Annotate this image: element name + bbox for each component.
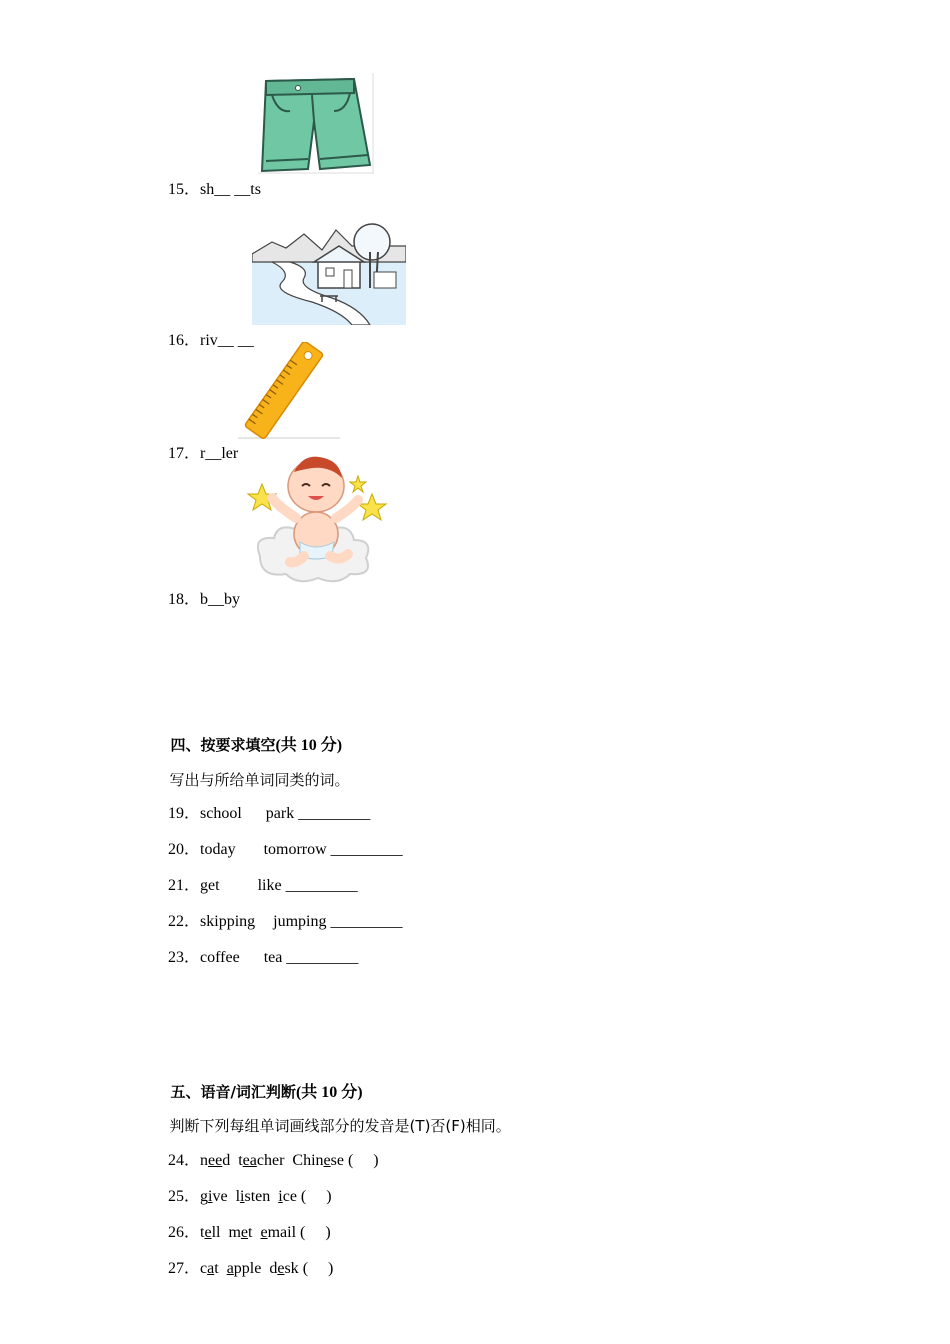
answer-parentheses[interactable]: ( ) (347, 1152, 379, 1169)
given-word-2: jumping (273, 913, 327, 930)
phonics-word: Chinese (292, 1152, 344, 1169)
baby-picture (238, 452, 390, 586)
section4-score: (共 10 分) (275, 737, 343, 754)
item-number: 15． (168, 181, 201, 198)
phonics-item-25 (160, 1167, 332, 1207)
instruction-text: 写出与所给单词同类的词。 (169, 771, 350, 789)
phonics-word: desk (269, 1260, 299, 1277)
ruler-picture (238, 342, 340, 439)
classify-item-22 (160, 892, 402, 932)
given-word-1: coffee (200, 949, 240, 966)
phonics-word: email (260, 1224, 297, 1241)
spelling-word[interactable]: sh__ __ts (200, 181, 261, 198)
river-picture (252, 222, 406, 325)
given-word-2: park (265, 805, 295, 822)
section5-score: (共 10 分) (295, 1084, 363, 1101)
item-number: 21． (168, 877, 201, 894)
item-number: 25． (168, 1188, 201, 1205)
item-number: 18． (168, 591, 201, 608)
item-number: 19． (168, 805, 201, 822)
answer-blank[interactable]: _________ (330, 913, 403, 930)
item-number: 16． (168, 332, 201, 349)
item-number: 24． (168, 1152, 201, 1169)
answer-blank[interactable]: _________ (286, 949, 359, 966)
item-number: 17． (168, 445, 201, 462)
picture-item-15 (160, 160, 261, 200)
shorts-picture (258, 73, 374, 174)
answer-blank[interactable]: _________ (330, 841, 403, 858)
baby-icon (238, 452, 390, 586)
item-number: 27． (168, 1260, 201, 1277)
section5-instruction (160, 1096, 511, 1136)
classify-item-21 (160, 856, 358, 896)
item-number: 20． (168, 841, 201, 858)
answer-parentheses[interactable]: ( ) (300, 1188, 332, 1205)
phonics-word: met (228, 1224, 253, 1241)
given-word-2: tea (263, 949, 283, 966)
section4-title: 四、按要求填空 (170, 736, 276, 754)
section5-title: 五、语音/词汇判断 (170, 1083, 296, 1101)
phonics-word: apple (226, 1260, 262, 1277)
item-number: 22． (168, 913, 201, 930)
given-word-1: get (200, 877, 220, 894)
spelling-word[interactable]: b__by (200, 591, 241, 608)
shorts-icon (258, 73, 374, 174)
spelling-word[interactable]: riv__ __ (200, 332, 254, 349)
picture-item-18 (160, 570, 240, 610)
river-scene-icon (252, 222, 406, 325)
given-word-1: school (200, 805, 242, 822)
classify-item-20 (160, 820, 403, 860)
phonics-word: tell (200, 1224, 221, 1241)
given-word-2: tomorrow (263, 841, 327, 858)
classify-item-19 (160, 784, 370, 824)
answer-blank[interactable]: _________ (298, 805, 371, 822)
ruler-icon (238, 342, 340, 439)
given-word-1: skipping (200, 913, 256, 930)
instruction-text: 判断下列每组单词画线部分的发音是(T)否(F)相同。 (169, 1117, 511, 1135)
phonics-word: teacher (238, 1152, 285, 1169)
answer-blank[interactable]: _________ (285, 877, 358, 894)
given-word-1: today (200, 841, 236, 858)
phonics-word: give (200, 1188, 228, 1205)
answer-parentheses[interactable]: ( ) (302, 1260, 334, 1277)
spelling-word[interactable]: r__ler (200, 445, 239, 462)
phonics-word: listen (235, 1188, 271, 1205)
phonics-item-27 (160, 1239, 333, 1279)
phonics-item-24 (160, 1131, 379, 1171)
phonics-item-26 (160, 1203, 331, 1243)
phonics-word: cat (200, 1260, 219, 1277)
classify-item-23 (160, 928, 358, 968)
item-number: 23． (168, 949, 201, 966)
given-word-2: like (257, 877, 282, 894)
phonics-word: need (200, 1152, 231, 1169)
item-number: 26． (168, 1224, 201, 1241)
picture-item-17 (160, 424, 238, 464)
answer-parentheses[interactable]: ( ) (300, 1224, 331, 1241)
phonics-word: ice (278, 1188, 297, 1205)
